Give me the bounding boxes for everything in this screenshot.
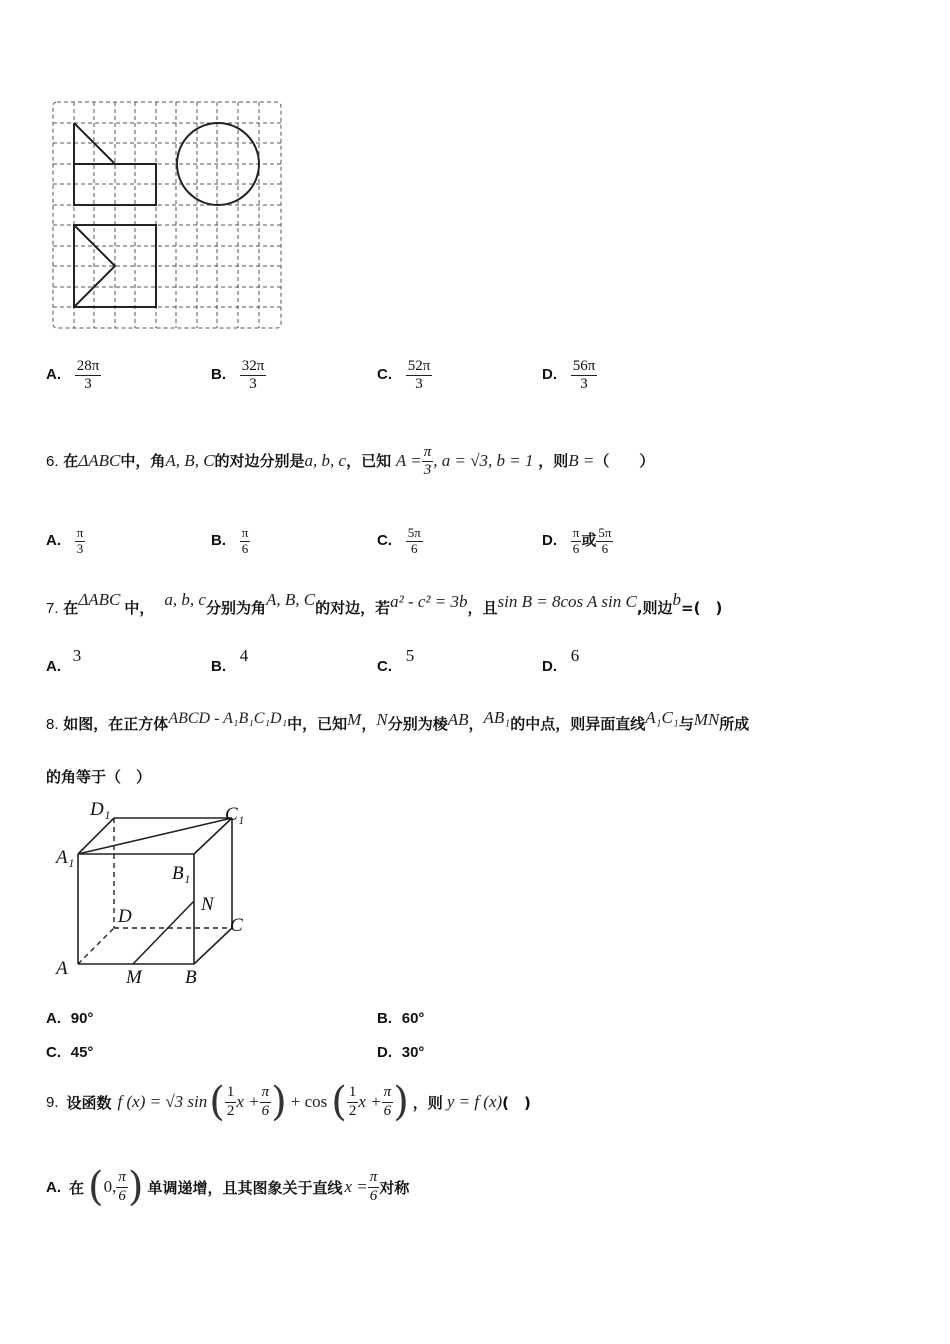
left-paren: ( bbox=[209, 1079, 225, 1125]
label-c1: C₁ bbox=[225, 804, 245, 825]
right-paren-2: ) bbox=[393, 1079, 409, 1125]
q8-option-a[interactable]: A. 90° bbox=[46, 1010, 94, 1027]
label-m: M bbox=[126, 967, 142, 988]
right-paren: ) bbox=[271, 1079, 287, 1125]
q5-option-c[interactable]: C. $\frac{52\pi}{3}$ bbox=[377, 358, 431, 393]
q6-option-c[interactable]: C. $\frac{5\pi}{6}$ bbox=[377, 525, 421, 556]
label-a: A bbox=[56, 958, 68, 979]
interval-left-paren: ( bbox=[88, 1164, 104, 1210]
label-d: D bbox=[118, 906, 132, 927]
q9-option-a[interactable]: A. 在 ( 0, $\frac{\pi}{6}$ ) 单调递增，且其图象关于直线 x = $\frac{\pi}{6}$ 对称 bbox=[46, 1164, 410, 1210]
q5-option-a[interactable]: A. $\frac{28\pi}{3}$ bbox=[46, 358, 100, 393]
q7-option-a[interactable]: A. 3 bbox=[46, 646, 82, 675]
question-8-line2: 的角等于（ ） bbox=[46, 768, 152, 786]
q6-option-a[interactable]: A. $\frac{\pi}{3}$ bbox=[46, 525, 84, 556]
q6-option-d[interactable]: D. $\frac{\pi}{6}$ 或 $\frac{5\pi}{6}$ bbox=[542, 525, 612, 556]
q7-option-b[interactable]: B. 4 bbox=[211, 646, 249, 675]
label-n: N bbox=[201, 894, 214, 915]
q8-option-c[interactable]: C. 45° bbox=[46, 1044, 94, 1061]
q7-option-c[interactable]: C. 5 bbox=[377, 646, 415, 675]
label-a1: A₁ bbox=[56, 847, 75, 868]
three-view-figure bbox=[50, 98, 290, 333]
label-d1: D₁ bbox=[90, 799, 111, 820]
q5-option-d[interactable]: D. $\frac{56\pi}{3}$ bbox=[542, 358, 596, 393]
q6-option-b[interactable]: B. $\frac{\pi}{6}$ bbox=[211, 525, 249, 556]
q7-option-d[interactable]: D. 6 bbox=[542, 646, 580, 675]
question-8: 8. 如图，在正方体ABCD - A₁B₁C₁D₁中，已知M，N分别为棱AB，AB₁的中点，则异面直线A₁C₁与MN所成 bbox=[46, 708, 750, 733]
interval-right-paren: ) bbox=[127, 1164, 144, 1210]
cube-figure bbox=[50, 795, 260, 995]
question-9: 9. 设函数 f (x) = √3 sin ( $\frac{1}{2}$ x + $\frac{\pi}{6}$ ) + cos ( $\frac{1}{2}$ x + $\frac{\pi}{6}$ ) ，则 y = f (x) ( ) bbox=[46, 1079, 531, 1125]
left-paren-2: ( bbox=[331, 1079, 347, 1125]
q5-option-b[interactable]: B. $\frac{32\pi}{3}$ bbox=[211, 358, 265, 393]
label-b1: B₁ bbox=[172, 863, 191, 884]
label-b: B bbox=[185, 967, 197, 988]
label-c: C bbox=[230, 915, 243, 936]
question-6: 6. 在ΔABC中，角A, B, C的对边分别是a, b, c，已知 A = $\frac{\pi}{3}$ , a = √3, b = 1 ，则B =（ ） bbox=[46, 444, 655, 479]
q8-option-b[interactable]: B. 60° bbox=[377, 1010, 425, 1027]
question-7: 7. 在ΔABC 中， a, b, c分别为角A, B, C的对边，若a² - c² = 3b，且sin B = 8cos A sin C,则边b=( ) bbox=[46, 590, 723, 617]
q8-option-d[interactable]: D. 30° bbox=[377, 1044, 425, 1061]
